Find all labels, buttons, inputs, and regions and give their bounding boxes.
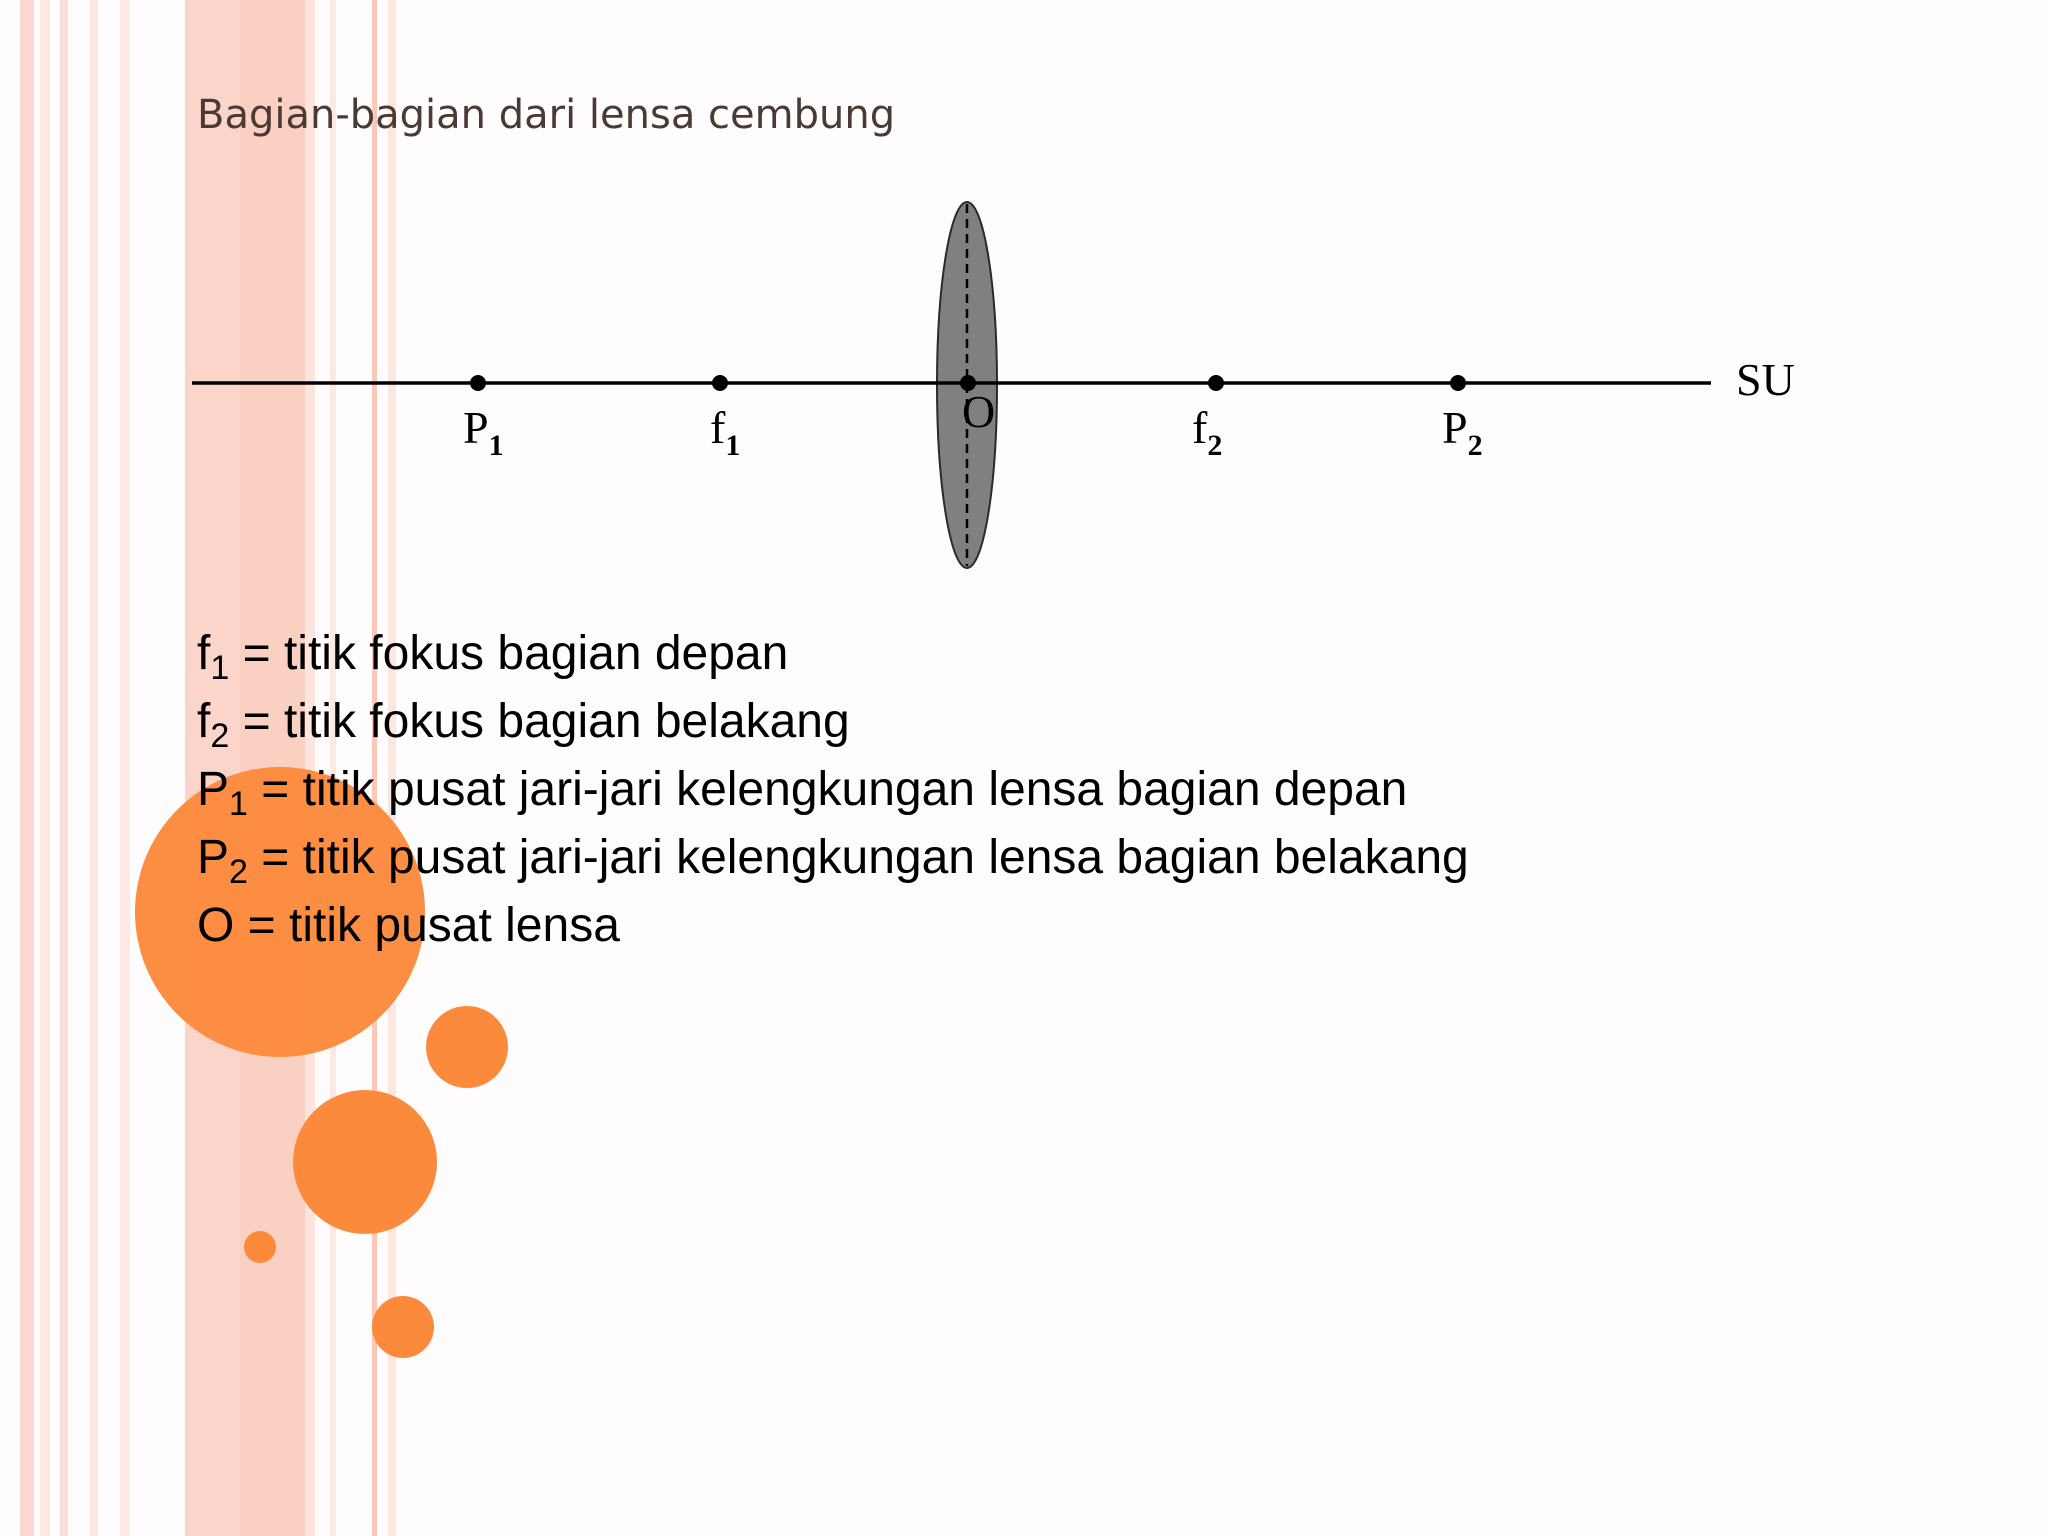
legend-row-o bbox=[197, 894, 1469, 958]
legend-description: = titik pusat jari-jari kelengkungan lensa bagian belakang bbox=[247, 831, 1469, 884]
point-f2-dot bbox=[1208, 375, 1224, 391]
legend-row-f1 bbox=[197, 622, 1469, 690]
legend-description: = titik pusat lensa bbox=[234, 899, 620, 952]
slide-title: Bagian-bagian dari lensa cembung bbox=[197, 92, 896, 138]
legend-row-f2 bbox=[197, 690, 1469, 758]
point-p2-label: $P_2$ bbox=[1442, 402, 1483, 462]
legend-symbol: O bbox=[197, 899, 235, 952]
legend-symbol: f bbox=[197, 627, 211, 680]
legend bbox=[197, 622, 1469, 958]
legend-description: = titik pusat jari-jari kelengkungan lensa bagian depan bbox=[247, 763, 1408, 816]
legend-description: = titik fokus bagian depan bbox=[229, 627, 789, 680]
legend-symbol: P bbox=[197, 763, 230, 816]
principal-axis-label: SU bbox=[1736, 354, 1795, 405]
legend-subscript: 1 bbox=[210, 649, 230, 687]
legend-description: = titik fokus bagian belakang bbox=[229, 695, 850, 748]
legend-symbol: P bbox=[197, 831, 230, 884]
point-f1-label: $f_1$ bbox=[710, 402, 741, 462]
point-p2-dot bbox=[1450, 375, 1466, 391]
point-p1-dot bbox=[470, 375, 486, 391]
legend-subscript: 2 bbox=[210, 717, 230, 755]
legend-symbol: f bbox=[197, 695, 211, 748]
legend-row-p1 bbox=[197, 758, 1469, 826]
legend-subscript: 2 bbox=[229, 853, 248, 891]
legend-subscript: 1 bbox=[229, 785, 248, 823]
legend-row-p2 bbox=[197, 826, 1469, 894]
point-f1-dot bbox=[712, 375, 728, 391]
point-f2-label: $f_2$ bbox=[1192, 402, 1223, 462]
point-p1-label: $P_1$ bbox=[463, 402, 504, 462]
point-o-label: O bbox=[962, 386, 996, 437]
